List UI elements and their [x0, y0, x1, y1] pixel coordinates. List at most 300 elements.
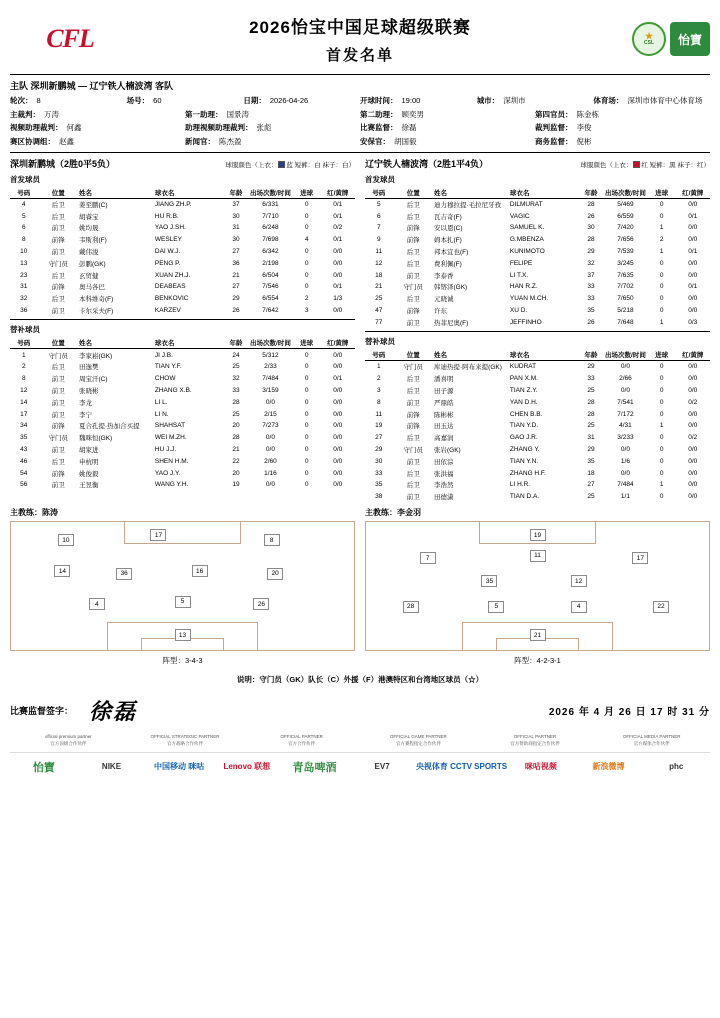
cell-app: 7/546: [262, 283, 279, 291]
cell-name: 胡睿宝: [78, 213, 99, 221]
cell-goals: 0: [304, 212, 309, 220]
cell-en: JEFFINHO: [509, 318, 542, 326]
pitch-player-marker: 11: [530, 550, 546, 562]
cell-num: 30: [375, 457, 383, 465]
cell-en: XUAN ZH.J.: [154, 271, 191, 279]
sponsor-logo: 央视体育 CCTV SPORTS: [415, 762, 508, 772]
cell-num: 2: [21, 363, 26, 371]
away-pitch-diagram: [365, 521, 710, 651]
cell-age: 32: [587, 259, 595, 267]
cell-num: 56: [20, 481, 28, 489]
cell-age: 31: [587, 434, 595, 442]
cell-num: 6: [21, 224, 26, 232]
cell-num: 5: [21, 212, 26, 220]
pitch-player-marker: 14: [54, 565, 70, 577]
cell-name: 张岩(GK): [433, 446, 461, 454]
column-header: 姓名: [79, 337, 155, 349]
cell-app: 2/33: [264, 363, 277, 371]
cell-age: 33: [587, 375, 595, 383]
table-row: [365, 257, 710, 269]
table-row: [10, 222, 355, 234]
meta-field-label: 第一助理：: [185, 109, 223, 119]
cell-num: 1: [21, 351, 26, 359]
table-row: [365, 246, 710, 258]
cell-age: 37: [587, 271, 595, 279]
cell-app: 5/312: [262, 351, 279, 359]
away-subs-title: 替补球员: [365, 337, 395, 347]
csl-logo-text: CSL: [644, 40, 654, 46]
cell-pos: 前卫: [51, 225, 65, 233]
cell-age: 27: [232, 248, 240, 256]
cell-en: YAN D.H.: [509, 398, 538, 406]
meta-field-label: 裁判监督：: [535, 123, 573, 132]
cell-name: 元晓诚: [433, 296, 454, 304]
cell-app: 7/702: [617, 283, 634, 291]
cell-age: 20: [232, 469, 240, 477]
meta-field-label: 第四官员：: [535, 109, 573, 119]
cell-goals: 1: [659, 248, 664, 256]
signature-label: 比赛监督签字：: [10, 706, 74, 717]
signature-row: [10, 695, 710, 726]
cell-cards: 0/0: [333, 434, 343, 442]
cell-pos: 前卫: [51, 307, 65, 315]
column-header: 位置: [38, 337, 79, 349]
sponsor-category-title: OFFICIAL PARTNER 官方合作伙伴: [280, 734, 323, 747]
title-block: [130, 13, 590, 65]
meta-field-value: 深圳市: [503, 96, 526, 105]
meta-field-value: 胡国毅: [394, 136, 417, 146]
pitch-player-marker: 12: [571, 575, 587, 587]
cell-pos: 守门员: [403, 364, 424, 372]
cell-age: 37: [232, 200, 240, 208]
cell-en: TIAN D.A.: [509, 493, 540, 501]
cell-name: 夏合孔提·热加合买提: [78, 423, 140, 431]
table-row: [365, 305, 710, 317]
cell-num: 27: [375, 434, 383, 442]
sponsor-logo: 怡寶: [32, 761, 55, 774]
table-row: [10, 467, 355, 479]
cell-num: 9: [376, 236, 381, 244]
cell-name: 安以恩(C): [433, 225, 463, 233]
pitch-player-marker: 4: [571, 601, 587, 613]
home-starters-title: 首发球员: [10, 174, 40, 184]
cell-age: 21: [232, 271, 240, 279]
away-starters-table: [365, 187, 710, 329]
cell-num: 54: [20, 469, 28, 477]
table-row: [10, 349, 355, 361]
cell-cards: 0/3: [688, 318, 698, 326]
cell-age: 20: [232, 422, 240, 430]
cell-en: YUAN M.CH.: [509, 295, 549, 303]
cell-cards: 0/0: [333, 363, 343, 371]
pitch-player-marker: 20: [267, 568, 283, 580]
home-pitch-diagram: [10, 521, 355, 651]
cell-pos: 前锋: [51, 470, 65, 478]
cell-pos: 后卫: [406, 249, 420, 257]
meta-field-value: 顾奕男: [401, 109, 424, 119]
legend-text: 说明：守门员（GK）队长（C）外援（F）港澳特区和台湾地区球员（☆）: [236, 675, 484, 685]
column-header: 姓名: [434, 349, 510, 361]
cell-cards: 0/0: [333, 306, 343, 314]
cell-cards: 0/0: [688, 481, 698, 489]
cell-cards: 0/1: [333, 236, 343, 244]
meta-field-value: 李俊: [576, 123, 592, 132]
table-row: [10, 198, 355, 210]
pitch-player-marker: 8: [264, 534, 280, 546]
cell-cards: 0/0: [688, 493, 698, 501]
cell-en: SHAHSAT: [154, 422, 186, 430]
cell-num: 35: [20, 434, 28, 442]
cell-app: 7/698: [262, 236, 279, 244]
cell-app: 0/0: [265, 398, 275, 406]
cell-name: 韩镕泽(GK): [433, 284, 468, 292]
away-team-column: [365, 157, 710, 503]
pitch-player-marker: 35: [481, 575, 497, 587]
cell-cards: 0/1: [333, 283, 343, 291]
table-row: [365, 234, 710, 246]
cell-goals: 3: [304, 306, 309, 314]
cell-age: 26: [587, 318, 595, 326]
table-row: [10, 246, 355, 258]
cell-goals: 0: [659, 283, 664, 291]
cell-num: 10: [20, 248, 28, 256]
cell-age: 29: [587, 248, 595, 256]
cell-name: 田依淙: [433, 458, 454, 466]
cell-name: 奥马各巴: [78, 284, 105, 292]
cell-en: GAO J.R.: [509, 434, 538, 442]
away-starters-title: 首发球员: [365, 174, 395, 184]
cell-cards: 0/0: [333, 481, 343, 489]
cell-en: BENKOVIC: [154, 295, 189, 303]
cell-cards: 0/0: [688, 387, 698, 395]
cell-age: 26: [587, 212, 595, 220]
document-header: [10, 8, 710, 70]
table-row: [365, 281, 710, 293]
cell-goals: 0: [304, 224, 309, 232]
cell-goals: 0: [659, 387, 664, 395]
cell-cards: 0/0: [688, 363, 698, 371]
table-row: [10, 373, 355, 385]
cell-pos: 前锋: [406, 237, 420, 245]
cell-goals: 0: [659, 212, 664, 220]
cell-num: 11: [375, 248, 383, 256]
meta-field-label: 开球时间：: [360, 96, 398, 105]
meta-field-label: 主裁判：: [10, 109, 40, 119]
cell-num: 31: [20, 283, 28, 291]
column-header: 号码: [10, 337, 38, 349]
cell-name: 魏咪恒(GK): [78, 435, 113, 443]
cell-age: 33: [587, 283, 595, 291]
cell-num: 12: [20, 387, 28, 395]
column-header: 红/黄牌: [320, 337, 355, 349]
cell-cards: 0/2: [688, 434, 698, 442]
table-row: [10, 479, 355, 491]
meta-row: [10, 95, 710, 106]
pitch-player-marker: 13: [175, 629, 191, 641]
cell-pos: 前卫: [51, 376, 65, 384]
home-coach: [10, 507, 355, 518]
meta-field-label: 体育场：: [593, 96, 624, 105]
meta-field-value: 深圳市体育中心体育场: [627, 96, 703, 105]
cell-cards: 0/0: [333, 422, 343, 430]
cell-en: DILMURAT: [509, 200, 543, 208]
cell-pos: 前锋: [406, 411, 420, 419]
cell-en: KARZEV: [154, 306, 181, 314]
cell-name: 玄贸健: [78, 272, 99, 280]
cell-app: 6/554: [262, 295, 279, 303]
meta-field: [10, 95, 127, 106]
cell-num: 8: [21, 236, 26, 244]
meta-field-value: 赵鑫: [59, 136, 74, 146]
cell-en: ZHANG H.F.: [509, 469, 546, 477]
cell-app: 7/172: [617, 410, 634, 418]
formations-row: [10, 521, 710, 666]
table-row: [10, 257, 355, 269]
cell-age: 29: [587, 445, 595, 453]
table-row: [365, 396, 710, 408]
sponsor-logo: 青岛啤酒: [292, 761, 337, 774]
meta-field-value: 何鑫: [66, 123, 82, 132]
table-row: [365, 408, 710, 420]
cell-age: 27: [587, 481, 595, 489]
cell-name: 田玉达: [433, 423, 454, 431]
cell-name: 姚均晟: [78, 225, 99, 233]
cell-num: 77: [375, 318, 383, 326]
cell-app: 7/484: [262, 375, 279, 383]
table-row: [10, 234, 355, 246]
cell-num: 29: [375, 445, 383, 453]
meta-field: [593, 95, 710, 106]
cell-goals: 0: [304, 398, 309, 406]
meta-field: [10, 109, 185, 120]
cell-num: 32: [20, 295, 28, 303]
cell-name: 严鼎皓: [433, 399, 454, 407]
cell-app: 6/342: [262, 248, 279, 256]
meta-field: [10, 136, 185, 147]
column-header: 球衣名: [510, 349, 579, 361]
meta-field: [243, 95, 360, 106]
home-formation-wrap: [10, 521, 355, 666]
away-coach-name: 李金羽: [397, 508, 421, 518]
cell-name: 迪力穆拉提·毛拉尼牙孜: [433, 201, 502, 209]
cell-num: 1: [376, 363, 381, 371]
home-kit-label: 球服颜色（上衣：: [225, 161, 278, 169]
meta-field-value: 60: [153, 96, 162, 105]
cell-en: G.MBENZA: [509, 236, 544, 244]
cell-en: KUNIMOTO: [509, 248, 545, 256]
cell-en: LI H.R.: [509, 481, 531, 489]
cell-age: 28: [587, 236, 595, 244]
pitch-player-marker: 21: [530, 629, 546, 641]
sponsor-logo-bar: [10, 752, 710, 775]
cell-age: 28: [587, 410, 595, 418]
away-coach-label: 主教练：: [365, 508, 397, 518]
cell-num: 3: [376, 387, 381, 395]
cell-name: 陈彬彬: [433, 411, 454, 419]
cell-en: FELIPE: [509, 259, 533, 267]
column-header: 年龄: [579, 187, 603, 199]
cell-name: 田德潇: [433, 494, 454, 502]
cell-goals: 0: [304, 422, 309, 430]
column-header: 年龄: [224, 337, 248, 349]
teams-band: [10, 152, 710, 503]
away-kit-value: 红 短裤：黑 袜子：红）: [641, 161, 710, 169]
cell-app: 7/656: [617, 236, 634, 244]
cell-app: 7/635: [617, 271, 634, 279]
cell-pos: 前锋: [51, 237, 65, 245]
cell-en: PENG P.: [154, 259, 181, 267]
cell-pos: 后卫: [51, 296, 65, 304]
cell-age: 25: [232, 410, 240, 418]
pitch-player-marker: 22: [653, 601, 669, 613]
meta-field: [360, 122, 535, 133]
meta-field-value: 8: [36, 96, 41, 105]
away-kit-colors: [580, 160, 710, 169]
cell-en: WESLEY: [154, 236, 182, 244]
cell-age: 27: [232, 283, 240, 291]
cell-age: 30: [232, 212, 240, 220]
cell-goals: 0: [659, 306, 664, 314]
cell-cards: 0/0: [333, 457, 343, 465]
pitch-player-marker: 28: [403, 601, 419, 613]
column-header: 出场次数/时间: [248, 187, 293, 199]
meta-row: [10, 109, 710, 120]
cell-goals: 4: [304, 236, 309, 244]
cell-num: 12: [375, 259, 383, 267]
cell-pos: 后卫: [51, 272, 65, 280]
cell-num: 17: [20, 410, 28, 418]
cell-num: 5: [376, 200, 381, 208]
column-header: 红/黄牌: [675, 187, 710, 199]
coach-row: [10, 507, 710, 518]
cell-en: SAMUEL K.: [509, 224, 545, 232]
table-row: [10, 305, 355, 317]
meta-field: [360, 109, 535, 120]
cell-cards: 0/0: [688, 259, 698, 267]
cell-app: 7/539: [617, 248, 634, 256]
cell-name: 张洪福: [433, 470, 454, 478]
cell-goals: 2: [659, 236, 664, 244]
cell-pos: 前卫: [406, 458, 420, 466]
cell-num: 46: [20, 457, 28, 465]
away-formation-value: 4-2-3-1: [536, 656, 561, 666]
meta-field: [535, 122, 710, 133]
cell-app: 1/1: [620, 493, 630, 501]
cell-pos: 前卫: [406, 399, 420, 407]
cell-cards: 0/0: [688, 375, 698, 383]
cell-num: 21: [375, 283, 383, 291]
cell-goals: 0: [304, 248, 309, 256]
column-header: 位置: [38, 187, 79, 199]
cell-pos: 后卫: [51, 458, 65, 466]
table-row: [10, 420, 355, 432]
cell-num: 25: [375, 295, 383, 303]
meta-field-value: 陈金栋: [576, 109, 599, 119]
cell-en: ZHANG X.B.: [154, 387, 192, 395]
cell-age: 29: [232, 295, 240, 303]
cell-cards: 0/0: [333, 387, 343, 395]
cell-cards: 0/0: [333, 248, 343, 256]
home-subs-table: [10, 337, 355, 490]
cell-en: TIAN Y.N.: [509, 457, 539, 465]
sponsor-logo: 新浪微博: [592, 762, 625, 772]
cell-goals: 0: [659, 271, 664, 279]
away-team-name: 辽宁铁人楠波湾（2胜1平4负）: [365, 158, 489, 169]
cell-en: LI T.X.: [509, 271, 529, 279]
cell-age: 21: [232, 445, 240, 453]
cell-name: 热菲尼奥(F): [433, 319, 469, 327]
table-row: [10, 269, 355, 281]
cell-en: HU J.J.: [154, 445, 177, 453]
cell-en: PAN X.M.: [509, 375, 538, 383]
cell-en: CHEN B.B.: [509, 410, 543, 418]
sponsor-logo: phc: [669, 762, 684, 772]
meta-field-label: 比赛监督：: [360, 123, 398, 132]
meta-field-value: 2026-04-26: [269, 96, 309, 105]
cell-age: 28: [232, 434, 240, 442]
cell-cards: 0/0: [688, 457, 698, 465]
cell-app: 2/15: [264, 410, 277, 418]
cell-cards: 0/0: [688, 295, 698, 303]
cell-goals: 0: [659, 200, 664, 208]
meta-field-value: 万涛: [44, 109, 59, 119]
away-kit-label: 球服颜色（上衣：: [580, 161, 633, 169]
page-title: 2026怡宝中国足球超级联赛: [249, 18, 471, 37]
cell-goals: 0: [659, 375, 664, 383]
pitch-player-marker: 5: [175, 596, 191, 608]
cell-app: 2/66: [619, 375, 632, 383]
cell-cards: 0/1: [333, 200, 343, 208]
cell-name: 姆本扎(F): [433, 237, 462, 245]
cell-age: 19: [232, 481, 240, 489]
home-formation-label: 阵型：: [162, 656, 185, 666]
cell-en: WANG Y.H.: [154, 481, 189, 489]
cell-app: 3/245: [617, 259, 634, 267]
away-coach: [365, 507, 710, 518]
cell-name: 姜至鹏(C): [78, 201, 108, 209]
cell-app: 5/469: [617, 200, 634, 208]
table-row: [365, 444, 710, 456]
pitch-player-marker: 7: [420, 552, 436, 564]
pitch-player-marker: 16: [192, 565, 208, 577]
table-row: [365, 385, 710, 397]
cell-cards: 0/2: [688, 398, 698, 406]
cell-goals: 0: [304, 481, 309, 489]
cell-app: 2/60: [264, 457, 277, 465]
cell-num: 4: [21, 200, 26, 208]
cell-goals: 0: [659, 259, 664, 267]
cell-num: 14: [20, 398, 28, 406]
home-team-name: 深圳新鹏城（2胜0平5负）: [10, 158, 116, 169]
cell-goals: 0: [304, 410, 309, 418]
cell-num: 19: [375, 422, 383, 430]
cell-en: DAI W.J.: [154, 248, 181, 256]
cell-pos: 后卫: [51, 364, 65, 372]
column-header: 球衣名: [510, 187, 579, 199]
table-row: [10, 210, 355, 222]
cell-cards: 0/0: [333, 398, 343, 406]
meta-field: [185, 122, 360, 133]
cell-goals: 1: [659, 422, 664, 430]
cell-cards: 0/0: [333, 351, 343, 359]
cell-en: DEABEAS: [154, 283, 186, 291]
table-row: [365, 293, 710, 305]
cell-goals: 0: [304, 457, 309, 465]
cell-goals: 0: [304, 387, 309, 395]
table-row: [365, 269, 710, 281]
away-subs-table: [365, 349, 710, 502]
sponsor-category-titles: [10, 734, 710, 748]
